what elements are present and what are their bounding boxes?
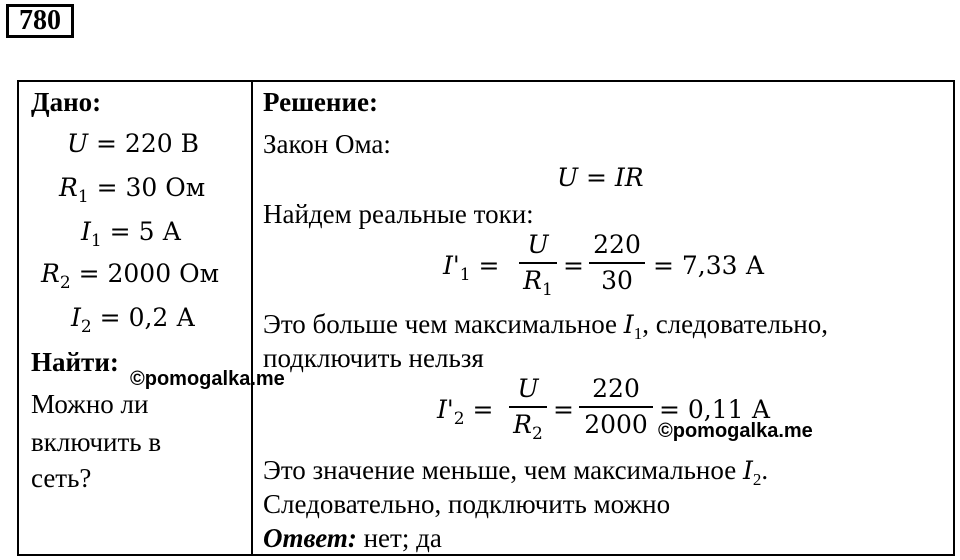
given-header: Дано: (31, 87, 102, 117)
watermark-left: ©pomogalka.me (130, 368, 285, 390)
conclusion-1-cont: подключить нельзя (263, 343, 484, 373)
formula-1-frac-b: 220 30 (589, 230, 645, 296)
answer-label: Ответ: (263, 523, 357, 553)
given-i2: $I_2 = 0,2$ А (71, 303, 196, 337)
conclusion-2-cont: Следовательно, подключить можно (263, 489, 671, 519)
find-header: Найти: (31, 347, 119, 377)
formula-1-lhs: $I'_1$ = (443, 251, 500, 285)
formula-1-frac-a: U $R_1$ (519, 230, 557, 305)
formula-2-frac-b: 220 2000 (579, 374, 653, 440)
question-line-1: Можно ли (31, 389, 149, 419)
answer-value: нет; да (356, 523, 442, 553)
given-u: U = 220 В (67, 129, 199, 158)
formula-2-eq: = (553, 395, 574, 424)
answer-line (263, 522, 442, 554)
ohm-formula: U = IR (557, 163, 644, 192)
question-line-2: включить в (31, 427, 162, 457)
conclusion-2: Это значение меньше, чем максимальное $I_2$. (263, 455, 769, 489)
given-r2: $R_2 = 2000$ Ом (41, 259, 220, 293)
formula-1-result: = 7,33 А (653, 251, 765, 280)
solution-header: Решение: (263, 87, 378, 117)
conclusion-1: Это больше чем максимальное $I_1$, следовательно, (263, 309, 828, 343)
column-divider (251, 82, 253, 554)
formula-2-frac-a: U $R_2$ (509, 374, 547, 449)
given-r1: $R_1 = 30$ Ом (59, 173, 206, 207)
formula-1-eq: = (563, 251, 584, 280)
find-currents-label: Найдем реальные токи: (263, 199, 534, 229)
problem-number: 780 (6, 4, 74, 38)
given-i1: $I_1 = 5$ А (81, 217, 182, 251)
ohm-law-label: Закон Ома: (263, 129, 391, 159)
question-line-3: сеть? (31, 463, 92, 493)
formula-2-result: = 0,11 А (659, 395, 771, 424)
solution-table (17, 80, 955, 556)
formula-2-lhs: $I'_2$ = (437, 395, 494, 429)
watermark-right: ©pomogalka.me (658, 420, 813, 442)
